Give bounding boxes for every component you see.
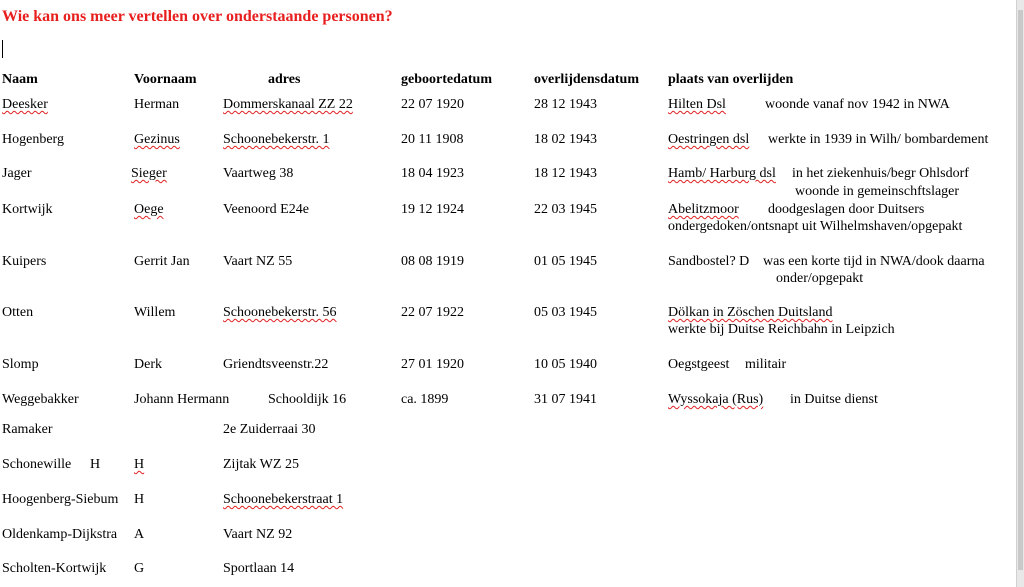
cell-adres: 2e Zuiderraai 30 (223, 422, 316, 437)
text-cursor[interactable] (2, 40, 3, 58)
cell-plaats: Dölkan in Zöschen Duitsland (668, 305, 833, 320)
cell-note: doodgeslagen door Duitsers (768, 202, 925, 217)
cell-adres: Schoonebekerstr. 1 (223, 132, 330, 147)
header-voornaam: Voornaam (134, 72, 197, 87)
cell-adres: Schooldijk 16 (268, 392, 347, 407)
cell-naam: Kortwijk (2, 202, 53, 217)
cell-adres: Schoonebekerstraat 1 (223, 492, 344, 507)
cell-adres: Vaart NZ 92 (223, 527, 293, 542)
cell-voornaam: H (134, 457, 145, 472)
cell-naam: Kuipers (2, 254, 47, 269)
cell-voornaam: G (134, 561, 145, 576)
cell-overlijdensdatum: 28 12 1943 (534, 97, 597, 112)
cell-overlijdensdatum: 18 12 1943 (534, 166, 597, 181)
cell-naam-initial: H (90, 457, 101, 472)
cell-voornaam: Sieger (131, 166, 167, 181)
cell-plaats: Hamb/ Harburg dsl (668, 166, 776, 181)
cell-overlijdensdatum: 18 02 1943 (534, 132, 597, 147)
cell-note: woonde vanaf nov 1942 in NWA (765, 97, 950, 112)
cell-geboortedatum: 18 04 1923 (401, 166, 464, 181)
cell-voornaam: Willem (134, 305, 176, 320)
cell-note: werkte in 1939 in Wilh/ bombardement (768, 132, 989, 147)
cell-voornaam: Johann Hermann (134, 392, 230, 407)
cell-naam: Weggebakker (2, 392, 79, 407)
cell-plaats: Hilten Dsl (668, 97, 726, 112)
cell-voornaam: H (134, 492, 145, 507)
cell-note: was een korte tijd in NWA/dook daarna (763, 254, 985, 269)
cell-overlijdensdatum: 01 05 1945 (534, 254, 597, 269)
cell-naam: Scholten-Kortwijk (2, 561, 107, 576)
vertical-scrollbar[interactable] (1016, 0, 1024, 587)
cell-naam: Ramaker (2, 422, 53, 437)
page-heading: Wie kan ons meer vertellen over onderstaande personen? (2, 8, 393, 25)
cell-geboortedatum: 19 12 1924 (401, 202, 464, 217)
scrollbar-thumb[interactable] (1018, 10, 1023, 570)
cell-plaats: Sandbostel? D (668, 254, 750, 269)
header-plaats: plaats van overlijden (668, 72, 794, 87)
cell-overlijdensdatum: 31 07 1941 (534, 392, 597, 407)
cell-geboortedatum: 22 07 1922 (401, 305, 464, 320)
header-adres: adres (268, 72, 301, 87)
cell-voornaam: Gezinus (134, 132, 180, 147)
cell-geboortedatum: 08 08 1919 (401, 254, 464, 269)
cell-adres: Sportlaan 14 (223, 561, 295, 576)
cell-naam: Oldenkamp-Dijkstra (2, 527, 118, 542)
cell-adres: Veenoord E24e (223, 202, 309, 217)
cell-adres: Vaart NZ 55 (223, 254, 293, 269)
cell-adres: Griendtsveenstr.22 (223, 357, 329, 372)
cell-adres: Zijtak WZ 25 (223, 457, 299, 472)
cell-naam: Slomp (2, 357, 39, 372)
cell-adres: Vaartweg 38 (223, 166, 294, 181)
cell-overlijdensdatum: 05 03 1945 (534, 305, 597, 320)
cell-naam: Schonewille (2, 457, 72, 472)
cell-note-line2: werkte bij Duitse Reichbahn in Leipzich (668, 322, 895, 337)
cell-voornaam: Herman (134, 97, 180, 112)
cell-note: in het ziekenhuis/begr Ohlsdorf (792, 166, 969, 181)
cell-overlijdensdatum: 22 03 1945 (534, 202, 597, 217)
cell-adres: Dommerskanaal ZZ 22 (223, 97, 353, 112)
cell-note-line2: woonde in gemeinschftslager (795, 184, 960, 199)
cell-note-line2: ondergedoken/ontsnapt uit Wilhelmshaven/opgepakt (668, 219, 963, 234)
cell-naam: Jager (2, 166, 32, 181)
cell-geboortedatum: 27 01 1920 (401, 357, 464, 372)
cell-geboortedatum: 20 11 1908 (401, 132, 464, 147)
cell-note: militair (745, 357, 787, 372)
cell-voornaam: Derk (134, 357, 162, 372)
cell-plaats: Oestringen dsl (668, 132, 750, 147)
cell-note: in Duitse dienst (790, 392, 878, 407)
cell-geboortedatum: ca. 1899 (401, 392, 449, 407)
cell-naam: Hoogenberg-Siebum (2, 492, 119, 507)
cell-plaats: Wyssokaja (Rus) (668, 392, 764, 407)
cell-overlijdensdatum: 10 05 1940 (534, 357, 597, 372)
header-naam: Naam (2, 72, 38, 87)
cell-voornaam: Oege (134, 202, 164, 217)
cell-voornaam: A (134, 527, 145, 542)
cell-geboortedatum: 22 07 1920 (401, 97, 464, 112)
header-overlijdensdatum: overlijdensdatum (534, 72, 639, 87)
header-geboortedatum: geboortedatum (401, 72, 492, 87)
cell-naam: Deesker (2, 97, 48, 112)
cell-adres: Schoonebekerstr. 56 (223, 305, 337, 320)
cell-naam: Hogenberg (2, 132, 64, 147)
cell-note-line2: onder/opgepakt (776, 271, 864, 286)
cell-voornaam: Gerrit Jan (134, 254, 190, 269)
cell-plaats: Abelitzmoor (668, 202, 739, 217)
cell-plaats: Oegstgeest (668, 357, 730, 372)
cell-naam: Otten (2, 305, 34, 320)
